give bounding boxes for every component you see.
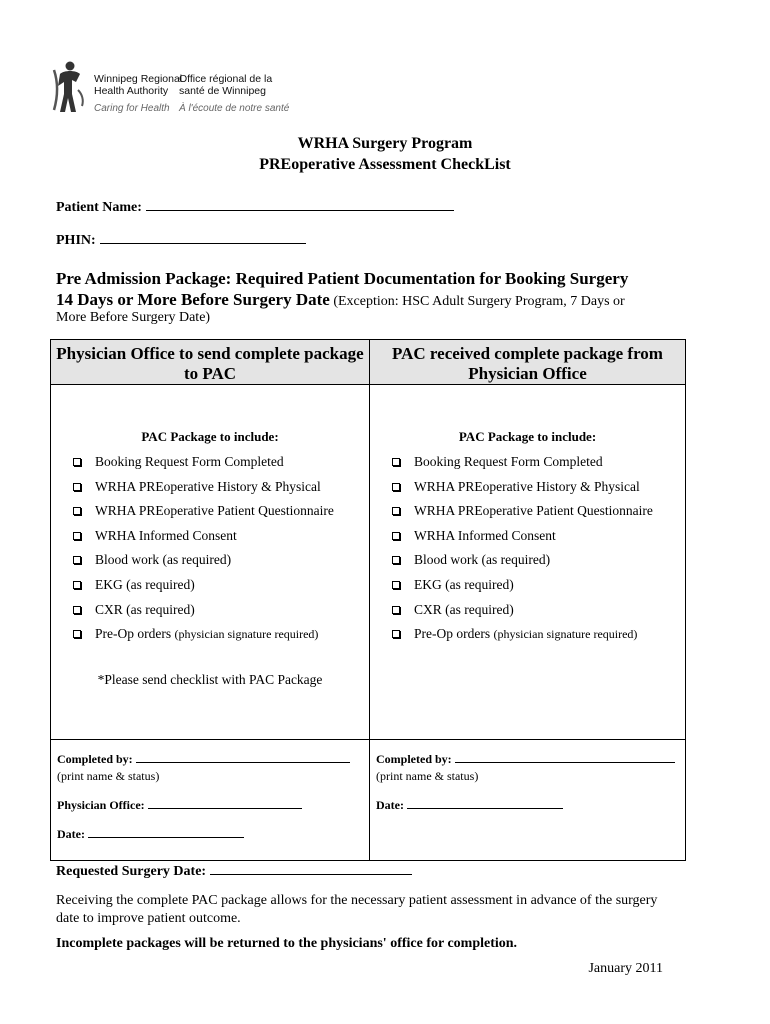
wrha-logo	[52, 60, 292, 120]
checkbox[interactable]	[392, 606, 400, 614]
patient-name-field[interactable]	[56, 198, 454, 216]
explanation-paragraph: Receiving the complete PAC package allows for the necessary patient assessment in advance of the surgery date to improve patient outcome.	[56, 893, 658, 926]
section-heading-continued: More Before Surgery Date)	[56, 310, 211, 325]
phin-line[interactable]	[100, 231, 306, 244]
document-title: WRHA Surgery Program	[297, 135, 473, 152]
physician-checklist	[51, 453, 369, 650]
logo-name-en: Winnipeg Regional Health Authority	[94, 73, 183, 97]
pac-signature-cell	[370, 740, 686, 861]
send-checklist-note: *Please send checklist with PAC Package	[97, 671, 323, 687]
checkbox[interactable]	[73, 483, 81, 491]
section-heading: Pre Admission Package: Required Patient Documentation for Booking Surgery 14 Days or More Before Surgery Date (Exception: HSC Adult Surgery Program, 7 Days or	[56, 269, 629, 309]
completed-by-line[interactable]	[136, 752, 350, 763]
checklist-item[interactable]: Booking Request Form Completed	[51, 453, 369, 478]
patient-name-label: Patient Name:	[56, 200, 142, 215]
checkbox[interactable]	[73, 606, 81, 614]
physician-checklist-cell	[51, 385, 370, 740]
checklist-table	[50, 339, 686, 861]
patient-name-line[interactable]	[146, 198, 454, 211]
package-title: PAC Package to include:	[458, 429, 597, 444]
checklist-item[interactable]: WRHA PREoperative Patient Questionnaire	[51, 502, 369, 527]
checkbox[interactable]	[392, 507, 400, 515]
document-subtitle: PREoperative Assessment CheckList	[259, 156, 511, 173]
requested-surgery-date-field[interactable]: Requested Surgery Date:	[56, 862, 412, 880]
logo-name-fr: Office régional de la santé de Winnipeg	[179, 73, 273, 97]
checklist-item[interactable]: WRHA Informed Consent	[370, 527, 685, 552]
physician-office-line[interactable]	[148, 798, 302, 809]
checkbox[interactable]	[392, 532, 400, 540]
checkbox[interactable]	[73, 556, 81, 564]
physician-signature-cell	[51, 740, 370, 861]
checklist-item[interactable]: Booking Request Form Completed	[370, 453, 685, 478]
checklist-item[interactable]: Blood work (as required)	[51, 551, 369, 576]
checklist-item[interactable]: WRHA PREoperative Patient Questionnaire	[370, 502, 685, 527]
checklist-item[interactable]: Blood work (as required)	[370, 551, 685, 576]
checkbox[interactable]	[392, 556, 400, 564]
pac-completed-by-field[interactable]: Completed by:	[376, 752, 679, 767]
wrha-figure-icon	[52, 60, 86, 118]
phin-label: PHIN:	[56, 233, 96, 248]
incomplete-package-warning: Incomplete packages will be returned to the physicians' office for completion.	[56, 936, 518, 951]
pac-date-field[interactable]: Date:	[376, 798, 679, 813]
checklist-item[interactable]: Pre-Op orders (physician signature required)	[370, 625, 685, 650]
checkbox[interactable]	[73, 581, 81, 589]
pac-checklist-cell	[370, 385, 686, 740]
logo-tagline-fr: À l'écoute de notre santé	[179, 103, 290, 114]
checkbox[interactable]	[73, 532, 81, 540]
logo-tagline-en: Caring for Health	[94, 103, 170, 114]
checkbox[interactable]	[392, 458, 400, 466]
pac-checklist	[370, 453, 685, 650]
requested-surgery-date-line[interactable]	[210, 862, 412, 875]
physician-office-field[interactable]: Physician Office:	[57, 798, 363, 813]
checkbox[interactable]	[73, 507, 81, 515]
checklist-item[interactable]: Pre-Op orders (physician signature required)	[51, 625, 369, 650]
completed-by-field[interactable]: Completed by:	[57, 752, 363, 767]
checkbox[interactable]	[392, 581, 400, 589]
physician-office-header: Physician Office to send complete package to PAC	[51, 340, 370, 385]
pac-date-line[interactable]	[407, 798, 563, 809]
checklist-item[interactable]: WRHA Informed Consent	[51, 527, 369, 552]
pac-completed-by-line[interactable]	[455, 752, 675, 763]
pac-print-name-hint: (print name & status)	[376, 769, 479, 783]
checklist-item[interactable]: EKG (as required)	[370, 576, 685, 601]
checkbox[interactable]	[73, 630, 81, 638]
phin-field[interactable]	[56, 231, 306, 249]
checkbox[interactable]	[392, 630, 400, 638]
checkbox[interactable]	[73, 458, 81, 466]
physician-date-line[interactable]	[88, 827, 244, 838]
checklist-item[interactable]: CXR (as required)	[370, 601, 685, 626]
print-name-hint: (print name & status)	[57, 769, 160, 783]
checklist-item[interactable]: WRHA PREoperative History & Physical	[370, 478, 685, 503]
checkbox[interactable]	[392, 483, 400, 491]
checklist-item[interactable]: WRHA PREoperative History & Physical	[51, 478, 369, 503]
document-date: January 2011	[588, 961, 663, 976]
package-title: PAC Package to include:	[141, 429, 279, 444]
physician-date-field[interactable]: Date:	[57, 827, 363, 842]
checklist-item[interactable]: CXR (as required)	[51, 601, 369, 626]
pac-received-header: PAC received complete package from Physician Office	[370, 340, 686, 385]
checklist-item[interactable]: EKG (as required)	[51, 576, 369, 601]
